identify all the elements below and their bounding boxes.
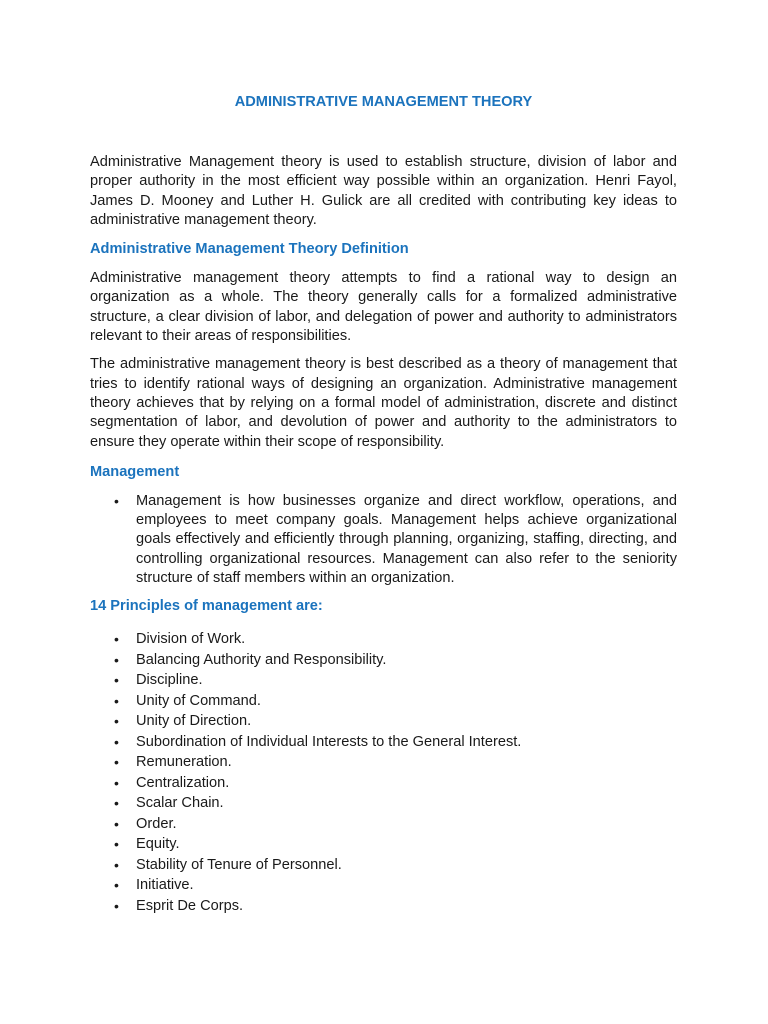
list-item-text: Unity of Command. [136, 692, 261, 709]
list-item [90, 752, 677, 773]
bullet-icon: • [114, 692, 119, 709]
principles-heading: 14 Principles of management are: [90, 598, 323, 615]
list-item [90, 814, 677, 835]
list-item [90, 875, 677, 896]
definition-paragraph-1: Administrative management theory attempts to find a rational way to design an organization as a whole. The theory generally calls for a formalized administrative structure, a clear division of labor, and delegation of power and authority to administrators relevant to their areas of responsibilities. [90, 270, 677, 345]
list-item-text: Esprit De Corps. [136, 897, 244, 914]
list-item-text: Division of Work. [136, 631, 246, 648]
list-item-text: Equity. [136, 836, 180, 853]
bullet-icon: • [114, 836, 119, 853]
list-item [90, 896, 677, 917]
page-title: ADMINISTRATIVE MANAGEMENT THEORY [234, 94, 533, 110]
bullet-icon: • [114, 672, 119, 689]
bullet-icon: • [114, 774, 119, 791]
intro-paragraph: Administrative Management theory is used to establish structure, division of labor and proper authority in the most efficient way possible within an organization. Henri Fayol, James D. Mooney and Luther H. Gulick are all credited with contributing key ideas to administrative management theory. [90, 154, 677, 228]
definition-heading: Administrative Management Theory Definition [90, 241, 409, 258]
definition-paragraph-2: The administrative management theory is best described as a theory of management that tries to identify rational ways of designing an organization. Administrative management theory achieves that by relying on a formal model of administration, discrete and distinct segmentation of labor, and devolution of power and authority to the administrators to ensure they operate within their scope of responsibility. [90, 356, 677, 450]
list-item-text: Stability of Tenure of Personnel. [136, 856, 342, 873]
list-item [90, 834, 677, 855]
bullet-icon: • [114, 733, 119, 750]
list-item-text: Subordination of Individual Interests to the General Interest. [136, 733, 522, 750]
principles-list [90, 629, 677, 916]
list-item-text: Balancing Authority and Responsibility. [136, 651, 387, 668]
list-item [90, 773, 677, 794]
list-item-text: Order. [136, 815, 177, 832]
management-list [90, 492, 677, 588]
list-item [90, 650, 677, 671]
bullet-icon: • [114, 795, 119, 812]
list-item-text: Unity of Direction. [136, 713, 252, 730]
list-item-text: Management is how businesses organize and direct workflow, operations, and employees to meet company goals. Management helps achieve organizational goals effectively and efficiently through planning, organizing, staffing, directing, and controlling organizational resources. Management can also refer to the seniority structure of staff members within an organization. [136, 492, 677, 587]
bullet-icon: • [114, 856, 119, 873]
list-item-text: Centralization. [136, 774, 230, 791]
list-item [90, 855, 677, 876]
bullet-icon: • [114, 492, 119, 509]
list-item [90, 711, 677, 732]
bullet-icon: • [114, 897, 119, 914]
list-item [90, 629, 677, 650]
list-item-text: Scalar Chain. [136, 795, 224, 812]
list-item [90, 492, 677, 588]
bullet-icon: • [114, 631, 119, 648]
list-item [90, 732, 677, 753]
bullet-icon: • [114, 754, 119, 771]
list-item [90, 793, 677, 814]
list-item-text: Initiative. [136, 877, 194, 894]
bullet-icon: • [114, 651, 119, 668]
list-item-text: Remuneration. [136, 754, 232, 771]
bullet-icon: • [114, 713, 119, 730]
bullet-icon: • [114, 877, 119, 894]
list-item [90, 691, 677, 712]
bullet-icon: • [114, 815, 119, 832]
list-item [90, 670, 677, 691]
list-item-text: Discipline. [136, 672, 203, 689]
document-body [90, 93, 677, 916]
management-heading: Management [90, 463, 180, 480]
